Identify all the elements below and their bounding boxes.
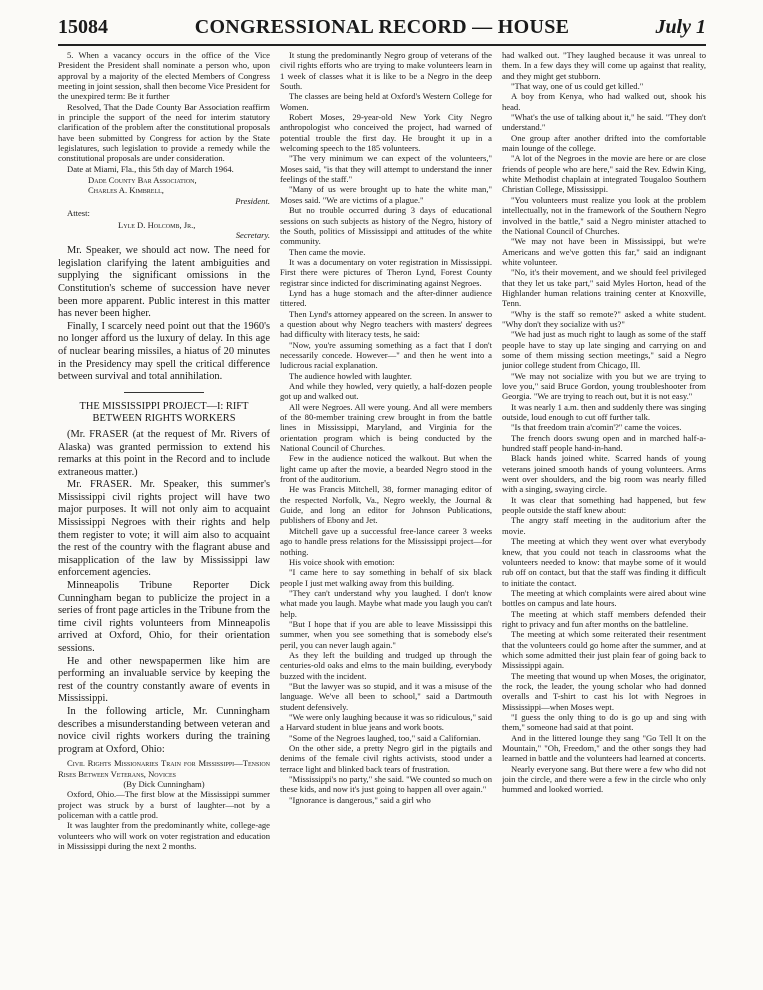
paragraph: Mr. FRASER. Mr. Speaker, this summer's Mississippi civil rights project will have two major purposes. It will not only aim to acquaint Mississippi Negroes with their rights and help them register to vote; it will aim also to acquaint the rest of the country with the flagrant abuse and misapplication of the law by Mississippi law enforcement agencies. — [58, 479, 270, 579]
paragraph: "But the lawyer was so stupid, and it was a misuse of the language. We've all been to school," said a Dartmouth student defensively. — [280, 680, 492, 712]
paragraph: In the following article, Mr. Cunningham describes a misunderstanding between veteran and novice civil rights workers during the training program at Oxford, Ohio: — [58, 705, 270, 755]
paragraph: "They can't understand why you laughed. I don't know what made you laugh. Maybe what made you laugh you can't help. — [280, 587, 492, 619]
signature-block — [58, 175, 270, 206]
paragraph: "You volunteers must realize you look at the problem intellectually, not in the framework of the Southern Negro involved in the battle," said a Negro minister attached to the National Council of Churches. — [502, 194, 706, 236]
paragraph: He and other newspapermen like him are performing an invaluable service by keeping the rest of the country constantly aware of events in Mississippi. — [58, 655, 270, 705]
paragraph: On the other side, a pretty Negro girl in the pigtails and denims of the female civil rights activists, stood under a terrace light and blinked back tears of frustration. — [280, 743, 492, 774]
section-title: THE MISSISSIPPI PROJECT—I: RIFT BETWEEN RIGHTS WORKERS — [79, 400, 249, 425]
paragraph: "That way, one of us could get killed." — [511, 81, 644, 92]
paragraph: "Now, you're assuming something as a fact that I don't necessarily concede. However—" and then he went into a ludicrous racial explanation. — [280, 339, 492, 371]
paragraph: (Mr. FRASER (at the request of Mr. Rivers of Alaska) was granted permission to extend his remarks at this point in the Record and to include extraneous matter.) — [58, 428, 270, 478]
paragraph: "Many of us were brought up to hate the white man," Moses said. "We are victims of a plague." — [280, 184, 492, 205]
paragraph: But no trouble occurred during 3 days of educational sessions on such subjects as history of the Negro, history of the South, politics of Mississippi and attitudes of the white community. — [280, 205, 492, 247]
paragraph: He was Francis Mitchell, 38, former managing editor of the respected Norfolk, Va., Negro weekly, the Journal & Guide, and long an editor for Johnson Publications, publishers of Ebony and Jet. — [280, 484, 492, 526]
paragraph: Oxford, Ohio.—The first blow at the Mississippi summer project was struck by a burst of laughter—not by a policeman with a cattle prod. — [58, 789, 270, 821]
signature-org: Dade County Bar Association, — [88, 175, 197, 186]
paragraph: Then came the movie. — [289, 246, 366, 257]
article-headline: Civil Rights Missionaries Train for Mississippi—Tension Rises Between Veterans, Novices — [58, 758, 270, 779]
paragraph: "We were only laughing because it was so ridiculous," said a Harvard student in blue jeans and work boots. — [280, 712, 492, 733]
publication-title: CONGRESSIONAL RECORD — HOUSE — [194, 16, 570, 38]
column-2 — [280, 50, 492, 985]
paragraph: Robert Moses, 29-year-old New York City Negro anthropologist who conceived the project, had warned of potential trouble the first day. He brought it up in a welcoming speech to the 185 volunteers. — [280, 112, 492, 154]
paragraph: And in the littered lounge they sang "Go Tell It on the Mountain," "Oh, Freedom," and the other songs they had learned in battle and the volunteers had learned at concerts. — [502, 732, 706, 764]
paragraph: The meeting that wound up when Moses, the originator, the rock, the leader, the young scholar who had donned overalls and T-shirt to cast his lot with Negroes in Mississippi—when Moses wept. — [502, 670, 706, 712]
column-3 — [502, 50, 706, 985]
paragraph: "We may not socialize with you but we are trying to love you," said Bruce Gordon, young troubleshooter from Georgia. "We are trying to reach out, but it is not easy." — [502, 370, 706, 402]
paragraph: had walked out. "They laughed because it was unreal to them. In a few days they will come up against that reality, and they might get stubborn. — [502, 50, 706, 81]
paragraph: Few in the audience noticed the walkout. But when the light came up after the movie, a bearded Negro stood in the front of the auditorium. — [280, 453, 492, 485]
page-number: 15084 — [58, 16, 108, 38]
paragraph: Black hands joined white. Scarred hands of young veterans joined smooth hands of young volunteers. Arms went over shoulders, and the big room was nearly filled with a singing, swaying circle. — [502, 453, 706, 495]
paragraph: It was laughter from the predominantly white, college-age volunteers who will work on voter registration and education in Mississippi during the next 2 months. — [58, 820, 270, 852]
paragraph: A boy from Kenya, who had walked out, shook his head. — [502, 91, 706, 112]
paragraph: The meeting at which complaints were aired about wine bottles on campus and late hours. — [502, 587, 706, 609]
paragraph: Resolved, That the Dade County Bar Association reaffirm in principle the support of the need for interim statutory clarification of the problem after the constitutional proposals have been submitted by Congress for action by the State legislatures, such legislation to provide a remedy while the constitutional proposals are under consideration. — [58, 101, 270, 164]
paragraph: Then Lynd's attorney appeared on the screen. In answer to a question about why Negro teachers with masters' degrees had difficulty with literacy tests, he said: — [280, 308, 492, 340]
paragraph: "Mississippi's no party," she said. "We counted so much on these kids, and now it's just going to happen all over again." — [280, 774, 492, 795]
paragraph: "But I hope that if you are able to leave Mississippi this summer, when you see something that is somebody else's peril, you can never laugh again." — [280, 618, 492, 650]
paragraph: "We may not have been in Mississippi, but we're Americans and we've gotten this far," said an indignant white volunteer. — [502, 236, 706, 267]
paragraph: "We had just as much right to laugh as some of the staff people have to stay up late singing and carrying on and some of them missing section meetings," said a Negro junior college student from Chicago, Ill. — [502, 329, 706, 371]
paragraph: The meeting at which staff members defended their right to privacy and fun after months on the battleline. — [502, 608, 706, 629]
signature-role: President. — [235, 195, 270, 206]
paragraph: "What's the use of talking about it," he said. "They don't understand." — [502, 112, 706, 133]
paragraph: It was clear that something had happened, but few people outside the staff knew about: — [502, 494, 706, 516]
paragraph: 5. When a vacancy occurs in the office of the Vice President the President shall nominate a person who, upon approval by a majority of the elected Members of Congress meeting in joint session, shall then become Vice President for the unexpired term: Be it further — [58, 50, 270, 102]
attest-label: Attest: — [67, 208, 90, 219]
paragraph: It was a documentary on voter registration in Mississippi. First there were pictures of Theron Lynd, Forest County registrar since indicted for discriminating against Negroes. — [280, 256, 492, 288]
paragraph: Finally, I scarcely need point out that the 1960's no longer afford us the luxury of delay. In this age of nuclear bearing missiles, a hiatus of 20 minutes in the Presidency may spell the critical difference between survival and total annihilation. — [58, 320, 270, 383]
paragraph: The classes are being held at Oxford's Western College for Women. — [280, 91, 492, 112]
paragraph: "Is that freedom train a'comin'?" came the voices. — [511, 422, 682, 433]
byline: (By Dick Cunningham) — [123, 779, 205, 790]
paragraph: Mitchell gave up a successful free-lance career 3 weeks ago to handle press relations for the Mississippi project—for nothing. — [280, 525, 492, 557]
paragraph: "Why is the staff so remote?" asked a white student. "Why don't they socialize with us?" — [502, 308, 706, 329]
paragraph: "The very minimum we can expect of the volunteers," Moses said, "is that they will attempt to understand the inner feelings of the staff." — [280, 153, 492, 185]
page-date: July 1 — [655, 16, 706, 38]
paragraph: The meeting at which they went over what everybody knew, that you could not teach in classrooms what the volunteers needed to know: that maybe some of it would rub off on contact, but that the staff was finding it difficult to initiate the contact. — [502, 536, 706, 588]
paragraph: Date at Miami, Fla., this 5th day of March 1964. — [67, 163, 234, 174]
paragraph: The angry staff meeting in the auditorium after the movie. — [502, 515, 706, 536]
paragraph: "No, it's their movement, and we should feel privileged that they let us take part," said Myles Horton, head of the Highlander human relations training center at Knoxville, Tenn. — [502, 267, 706, 309]
paragraph: It was nearly 1 a.m. then and suddenly there was singing outside, loud enough to cut off further talk. — [502, 401, 706, 423]
signature-name: Lyle D. Holcomb, Jr., — [118, 219, 196, 230]
paragraph: "I guess the only thing to do is go up and sing with them," someone had said at that point. — [502, 712, 706, 733]
paragraph: It stung the predominantly Negro group of veterans of the civil rights efforts who are trying to make volunteers learn in 1 week of classes what it is like to be a Negro in the deep South. — [280, 50, 492, 92]
paragraph: Minneapolis Tribune Reporter Dick Cunningham began to publicize the project in a series of front page articles in the Tribune from the time civil rights volunteers from Minneapolis arrived at Oxford, Ohio, for their orientation sessions. — [58, 580, 270, 654]
page-header — [58, 14, 706, 46]
section-divider — [124, 392, 204, 393]
paragraph: The audience howled with laughter. — [289, 370, 412, 381]
paragraph: His voice shook with emotion: — [289, 556, 395, 567]
paragraph: "Ignorance is dangerous," said a girl who — [289, 794, 431, 805]
signature-role: Secretary. — [235, 229, 270, 240]
paragraph: Nearly everyone sang. But there were a few who did not join the circle, and there were a few in the circle who only hummed and looked worried. — [502, 763, 706, 795]
column-1 — [58, 50, 270, 985]
paragraph: One group after another drifted into the comfortable main lounge of the college. — [502, 132, 706, 154]
paragraph: The french doors swung open and in marched half-a-hundred staff people hand-in-hand. — [502, 432, 706, 454]
paragraph: As they left the building and trudged up through the centuries-old oaks and elms to the main building, everybody buzzed with the incident. — [280, 649, 492, 681]
paragraph: Mr. Speaker, we should act now. The need for legislation clarifying the latent ambiguities and supplying the significant omissions in the Constitution's scheme of succession have never been more apparent. Public interest in this matter has never been higher. — [58, 245, 270, 320]
paragraph: And while they howled, very quietly, a half-dozen people got up and walked out. — [280, 381, 492, 402]
paragraph: All were Negroes. All were young. And all were members of the 80-member training crew brought in from the battle lines in Mississippi, Maryland, and Virginia for the orientation program which is being conducted by the National Council of Churches. — [280, 401, 492, 454]
paragraph: "Some of the Negroes laughed, too," said a Californian. — [289, 732, 481, 743]
paragraph: "A lot of the Negroes in the movie are here or are close friends of people who are here," said the Rev. Edwin King, white Methodist chaplain at integrated Tougaloo Southern Christian College, Mississippi. — [502, 153, 706, 195]
signature-name: Charles A. Kimbrell, — [88, 185, 164, 196]
paragraph: "I came here to say something in behalf of six black people I just met walking away from this building. — [280, 567, 492, 588]
paragraph: The meeting at which some reiterated their resentment that the volunteers could go home after the summer, and at which some admitted their just plain fear of going back to Mississippi again. — [502, 629, 706, 671]
paragraph: Lynd has a huge stomach and the after-dinner audience tittered. — [280, 287, 492, 309]
signature-block-2 — [58, 220, 270, 241]
